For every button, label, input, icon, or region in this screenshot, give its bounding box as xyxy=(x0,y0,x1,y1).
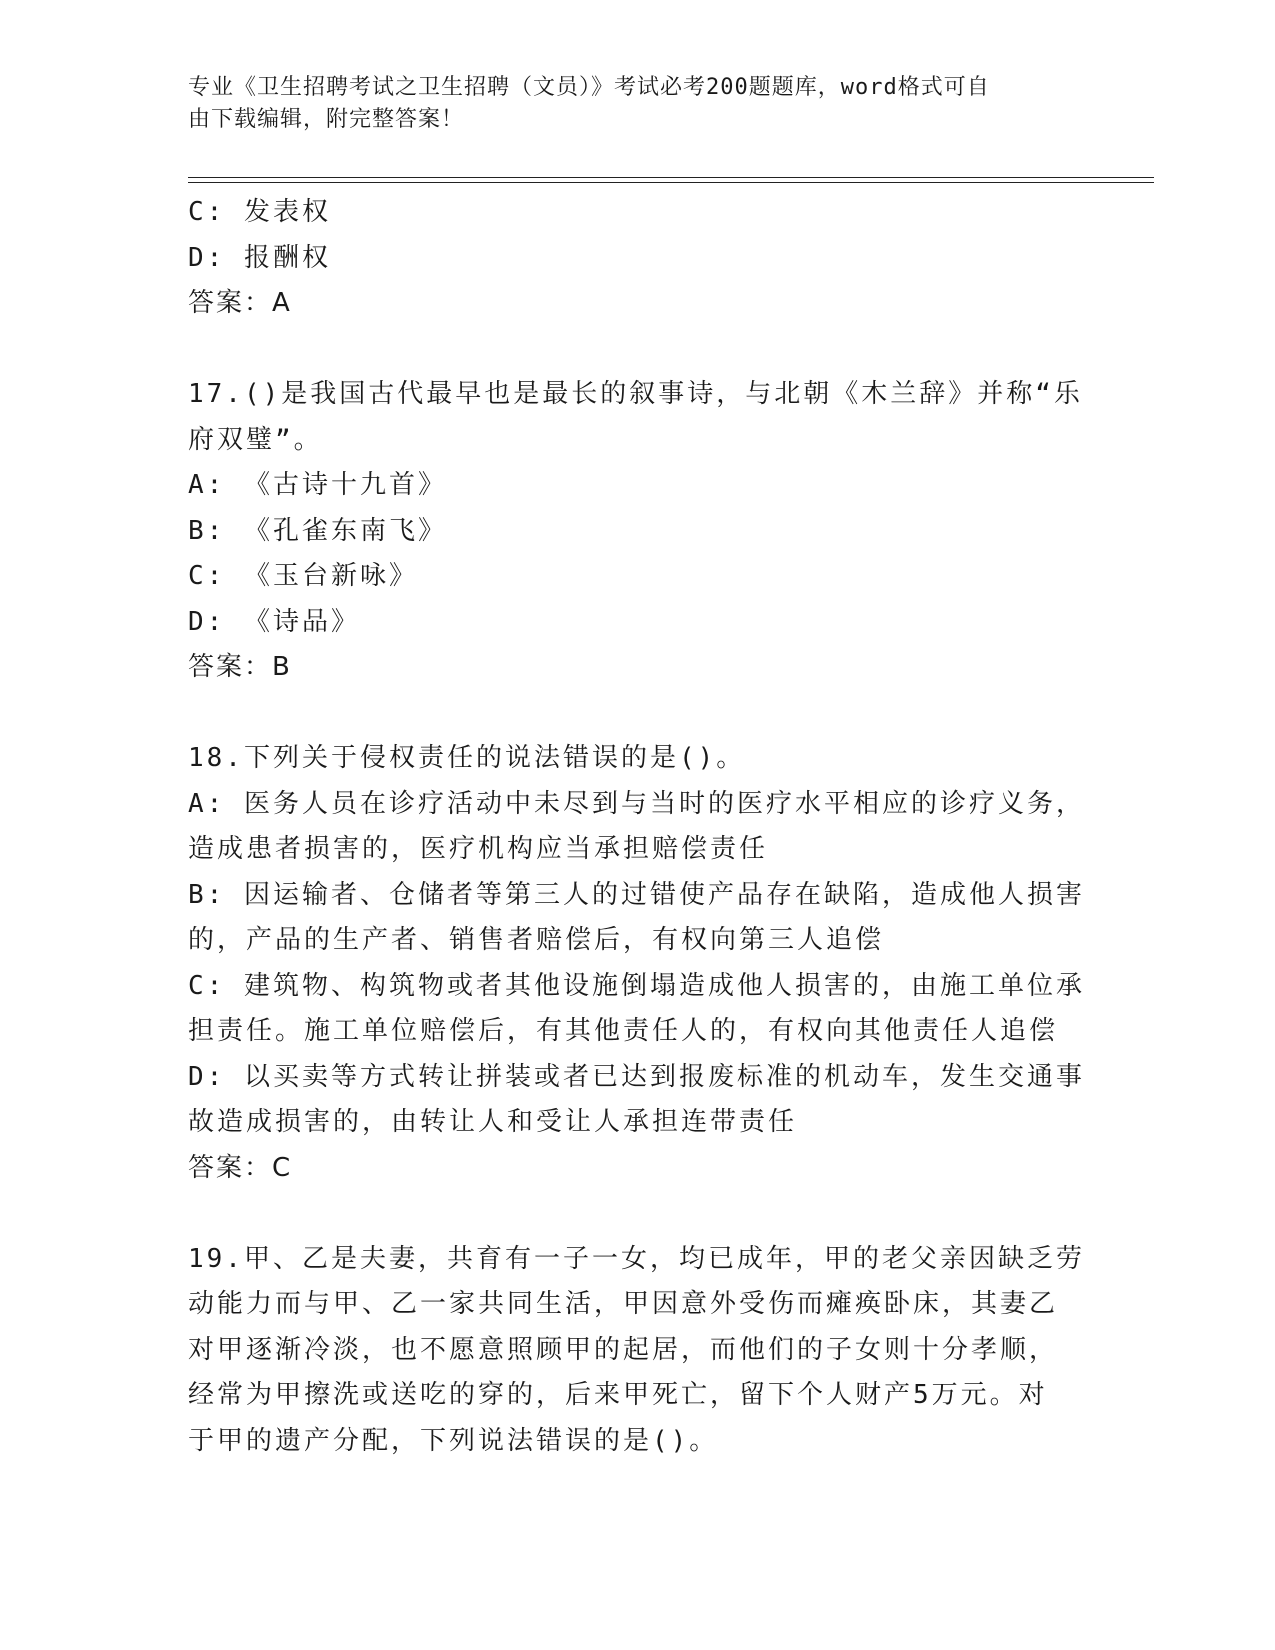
q17-option-b: B: 《孔雀东南飞》 xyxy=(188,515,447,546)
q18-option-c-line-2: 担责任。施工单位赔偿后，有其他责任人的，有权向其他责任人追偿 xyxy=(188,1016,1059,1046)
q17-option-c: C: 《玉台新咏》 xyxy=(188,561,418,591)
header-divider-top xyxy=(188,177,1154,178)
q18-option-a-line-1: A: 医务人员在诊疗活动中未尽到与当时的医疗水平相应的诊疗义务， xyxy=(188,788,1085,819)
document-header xyxy=(188,72,1088,136)
q18-stem-line-1: 18.下列关于侵权责任的说法错误的是()。 xyxy=(188,743,746,773)
q18-option-c-line-1: C: 建筑物、构筑物或者其他设施倒塌造成他人损害的，由施工单位承 xyxy=(188,970,1085,1001)
q16-answer: 答案：A xyxy=(188,288,292,318)
q18-option-d-line-1: D: 以买卖等方式转让拼装或者已达到报废标准的机动车，发生交通事 xyxy=(188,1061,1085,1092)
q17-answer: 答案：B xyxy=(188,652,292,682)
q17-option-a: A: 《古诗十九首》 xyxy=(188,470,447,500)
q19-stem-line-5: 于甲的遗产分配，下列说法错误的是()。 xyxy=(188,1425,719,1456)
question-content xyxy=(188,190,1088,1464)
header-line-2: 由下载编辑，附完整答案！ xyxy=(188,107,465,132)
q18-answer: 答案：C xyxy=(188,1152,293,1183)
q17-stem-line-1: 17.()是我国古代最早也是最长的叙事诗，与北朝《木兰辞》并称“乐 xyxy=(188,379,1083,409)
q16-option-d: D: 报酬权 xyxy=(188,242,331,273)
header-divider-bottom xyxy=(188,182,1154,183)
spacer xyxy=(188,327,1088,373)
q17-option-d: D: 《诗品》 xyxy=(188,606,360,637)
spacer xyxy=(188,1191,1088,1237)
q18-option-b-line-1: B: 因运输者、仓储者等第三人的过错使产品存在缺陷，造成他人损害 xyxy=(188,879,1085,910)
q19-stem-line-3: 对甲逐渐冷淡，也不愿意照顾甲的起居，而他们的子女则十分孝顺， xyxy=(188,1334,1059,1365)
q17-stem-line-2: 府双璧”。 xyxy=(188,424,323,455)
spacer xyxy=(188,691,1088,737)
q18-option-d-line-2: 故造成损害的，由转让人和受让人承担连带责任 xyxy=(188,1107,798,1137)
header-line-1: 专业《卫生招聘考试之卫生招聘（文员）》考试必考200题题库，word格式可自 xyxy=(188,75,990,100)
q19-stem-line-1: 19.甲、乙是夫妻，共育有一子一女，均已成年，甲的老父亲因缺乏劳 xyxy=(188,1243,1085,1274)
q16-option-c: C: 发表权 xyxy=(188,197,331,227)
q19-stem-line-4: 经常为甲擦洗或送吃的穿的，后来甲死亡，留下个人财产5万元。对 xyxy=(188,1380,1048,1410)
q18-option-a-line-2: 造成患者损害的，医疗机构应当承担赔偿责任 xyxy=(188,834,769,864)
q18-option-b-line-2: 的，产品的生产者、销售者赔偿后，有权向第三人追偿 xyxy=(188,925,885,955)
q19-stem-line-2: 动能力而与甲、乙一家共同生活，甲因意外受伤而瘫痪卧床，其妻乙 xyxy=(188,1289,1059,1319)
